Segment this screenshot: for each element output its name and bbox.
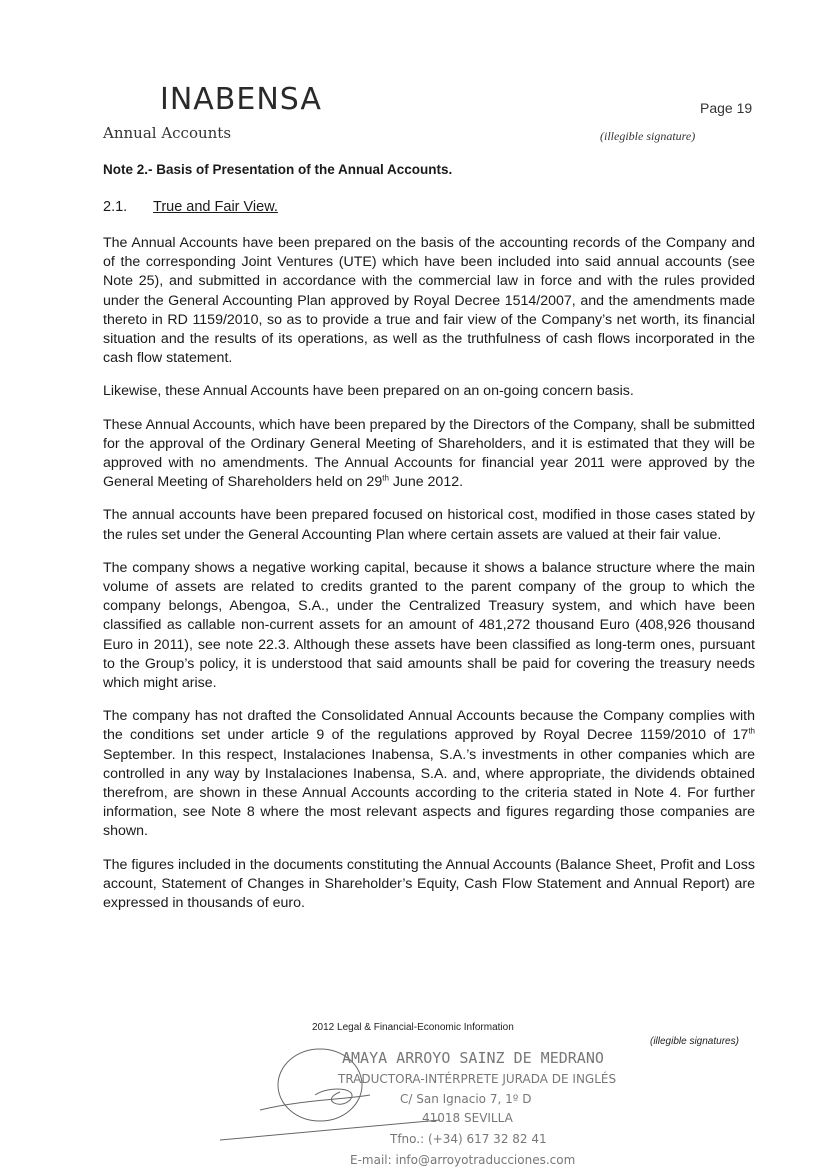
- paragraph: The annual accounts have been prepared focused on historical cost, modified in those cases stated by the rules set under the General Accounting Plan where certain assets are valued at their fair value.: [103, 507, 755, 543]
- paragraph-text: The company has not drafted the Consolidated Annual Accounts because the Company complies with the conditions set under article 9 of the regulations approved by Royal Decree 1159/2010 of 17: [103, 708, 755, 744]
- body-text: [103, 234, 755, 927]
- paragraph: The figures included in the documents constituting the Annual Accounts (Balance Sheet, Profit and Loss account, Statement of Changes in Shareholder’s Equity, Cash Flow Statement and Annual Report) are expressed in thousands of euro.: [103, 856, 755, 912]
- stamp-role: TRADUCTORA-INTÉRPRETE JURADA DE INGLÉS: [338, 1072, 617, 1086]
- note-title: Note 2.- Basis of Presentation of the Annual Accounts.: [103, 162, 453, 177]
- paragraph-text: These Annual Accounts, which have been prepared by the Directors of the Company, shall be submitted for the approval of the Ordinary General Meeting of Shareholders, and it is estimated that they will be approved with no amendments. The Annual Accounts for financial year 2011 were approved by the General Meeting of Shareholders held on 29: [103, 416, 755, 491]
- paragraph-text: June 2012.: [388, 474, 464, 491]
- section-number: 2.1.: [103, 199, 128, 215]
- paragraph: Likewise, these Annual Accounts have been prepared on an on-going concern basis.: [103, 383, 634, 400]
- paragraph-text: September. In this respect, Instalaciones Inabensa, S.A.’s investments in other companies which are controlled in any way by Instalaciones Inabensa, S.A. and, where appropriate, the dividends obtained therefrom, are shown in these Annual Accounts according to the criteria stated in Note 4. For further information, see Note 8 where the most relevant aspects and figures regarding those companies are shown.: [103, 746, 755, 840]
- section-title: True and Fair View.: [153, 199, 278, 215]
- page-number: Page 19: [700, 100, 753, 116]
- superscript: th: [382, 473, 389, 483]
- superscript: th: [748, 726, 755, 736]
- stamp-phone: Tfno.: (+34) 617 32 82 41: [390, 1132, 547, 1146]
- paragraph: The company shows a negative working capital, because it shows a balance structure where the main volume of assets are related to credits granted to the parent company of the group to which the company belongs, Abengoa, S.A., under the Centralized Treasury system, and which have been classified as callable non-current assets for an amount of 481,272 thousand Euro (408,926 thousand Euro in 2011), see note 22.3. Although these assets have been classified as long-term ones, pursuant to the Group’s policy, it is understood that said amounts shall be paid for covering the treasury needs which might arise.: [103, 559, 755, 692]
- paragraph: [103, 707, 755, 841]
- footer-info: 2012 Legal & Financial-Economic Information: [312, 1022, 514, 1033]
- company-logo: INABENSA: [160, 82, 322, 117]
- signature-note: (illegible signature): [600, 129, 696, 143]
- stamp-city: 41018 SEVILLA: [422, 1111, 513, 1125]
- stamp-name: AMAYA ARROYO SAINZ DE MEDRANO: [342, 1049, 604, 1067]
- footer-signatures-note: (illegible signatures): [650, 1036, 739, 1047]
- document-subtitle: Annual Accounts: [103, 124, 232, 142]
- paragraph: [103, 416, 755, 493]
- stamp-street: C/ San Ignacio 7, 1º D: [400, 1092, 532, 1106]
- translator-stamp: [200, 1040, 620, 1170]
- section-heading: [103, 199, 278, 215]
- paragraph: The Annual Accounts have been prepared on the basis of the accounting records of the Company and of the corresponding Joint Ventures (UTE) which have been included into said annual accounts (see Note 25), and submitted in accordance with the commercial law in force and with the rules provided under the General Accounting Plan approved by Royal Decree 1514/2007, and the amendments made thereto in RD 1159/2010, so as to provide a true and fair view of the Company’s net worth, its financial situation and the results of its operations, as well as the truthfulness of cash flows incorporated in the cash flow statement.: [103, 235, 755, 367]
- stamp-email: E-mail: info@arroyotraducciones.com: [350, 1153, 576, 1167]
